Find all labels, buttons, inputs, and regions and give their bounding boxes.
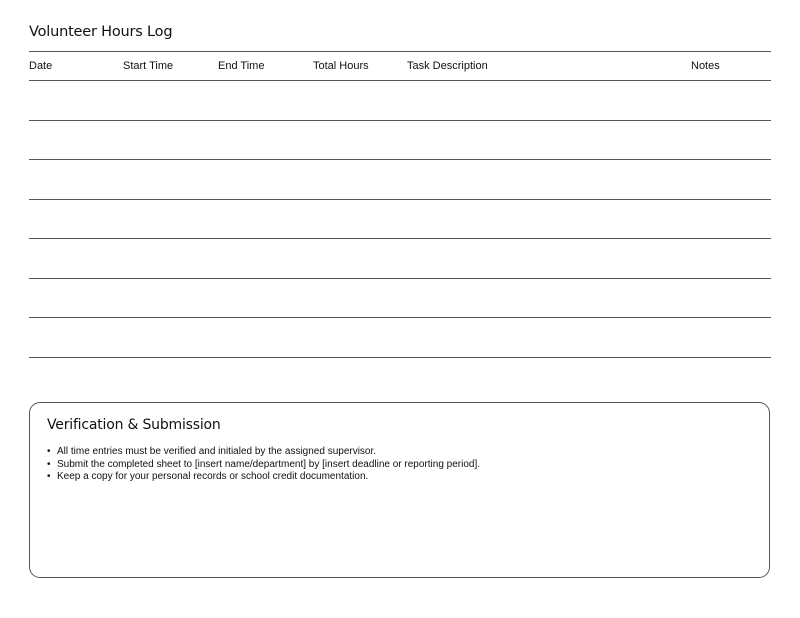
verification-item-text: Submit the completed sheet to [insert name/department] by [insert deadline or reporting period]. [57, 458, 481, 470]
verification-item [47, 471, 480, 484]
table-body [29, 81, 771, 358]
table-header-row [29, 51, 771, 81]
column-header-start-time: Start Time [123, 60, 174, 72]
table-row [29, 279, 771, 319]
verification-item [47, 446, 480, 459]
verification-item [47, 459, 480, 472]
verification-list [47, 446, 480, 484]
table-row [29, 318, 771, 358]
verification-title: Verification & Submission [47, 417, 221, 433]
verification-item-text: All time entries must be verified and initialed by the assigned supervisor. [57, 446, 377, 457]
verification-box [29, 402, 770, 578]
table-row [29, 200, 771, 240]
table-row [29, 239, 771, 279]
table-row [29, 121, 771, 161]
bullet-icon: • [47, 458, 51, 470]
hours-log-table [29, 51, 771, 358]
column-header-task-description: Task Description [407, 60, 488, 72]
column-header-total-hours: Total Hours [313, 60, 369, 72]
bullet-icon: • [47, 446, 51, 457]
column-header-date: Date [29, 60, 53, 72]
page-title: Volunteer Hours Log [29, 24, 173, 40]
bullet-icon: • [47, 471, 51, 482]
column-header-end-time: End Time [218, 60, 265, 72]
table-row [29, 81, 771, 121]
column-header-notes: Notes [691, 60, 720, 72]
table-row [29, 160, 771, 200]
verification-item-text: Keep a copy for your personal records or school credit documentation. [57, 471, 369, 482]
